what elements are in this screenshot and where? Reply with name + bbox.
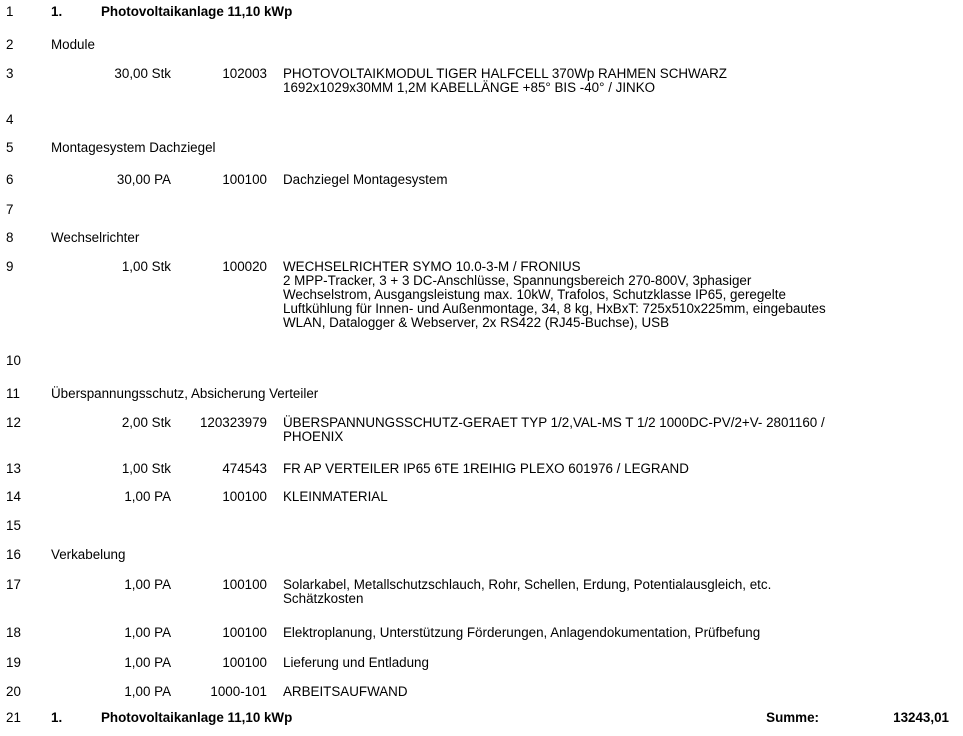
item-article-number: 102003 bbox=[222, 66, 267, 81]
sum-value: 13243,01 bbox=[893, 710, 949, 725]
item-description-line: Schätzkosten bbox=[283, 591, 364, 606]
row-number: 20 bbox=[6, 684, 21, 699]
item-article-number: 100020 bbox=[222, 259, 267, 274]
row-number: 16 bbox=[6, 547, 21, 562]
item-article-number: 100100 bbox=[222, 625, 267, 640]
section-title: Photovoltaikanlage 11,10 kWp bbox=[101, 4, 293, 19]
item-description-line: Lieferung und Entladung bbox=[283, 655, 429, 670]
item-description bbox=[283, 67, 727, 95]
item-quantity: 1,00 PA bbox=[124, 577, 171, 592]
item-description bbox=[283, 656, 429, 670]
item-quantity: 30,00 Stk bbox=[114, 66, 171, 81]
item-quantity: 1,00 PA bbox=[124, 684, 171, 699]
row-number: 2 bbox=[6, 37, 14, 52]
item-description bbox=[283, 578, 771, 606]
item-description bbox=[283, 173, 448, 187]
item-article-number: 1000-101 bbox=[210, 684, 267, 699]
item-description-line: 2 MPP-Tracker, 3 + 3 DC-Anschlüsse, Spannungsbereich 270-800V, 3phasiger bbox=[283, 273, 752, 288]
item-quantity: 1,00 PA bbox=[124, 489, 171, 504]
item-description bbox=[283, 685, 408, 699]
item-description-line: Luftkühlung für Innen- und Außenmontage, 34, 8 kg, HxBxT: 725x510x225mm, eingebautes bbox=[283, 301, 826, 316]
item-article-number: 100100 bbox=[222, 655, 267, 670]
item-description-line: ÜBERSPANNUNGSSCHUTZ-GERAET TYP 1/2,VAL-MS T 1/2 1000DC-PV/2+V- 2801160 / bbox=[283, 415, 825, 430]
item-article-number: 100100 bbox=[222, 172, 267, 187]
group-heading: Überspannungsschutz, Absicherung Verteiler bbox=[51, 386, 319, 401]
row-number: 5 bbox=[6, 140, 14, 155]
item-article-number: 474543 bbox=[222, 461, 267, 476]
group-heading: Montagesystem Dachziegel bbox=[51, 140, 216, 155]
group-heading: Wechselrichter bbox=[51, 230, 140, 245]
group-heading: Verkabelung bbox=[51, 547, 126, 562]
row-number: 7 bbox=[6, 202, 14, 217]
item-quantity: 1,00 Stk bbox=[121, 461, 171, 476]
item-quantity: 1,00 Stk bbox=[121, 259, 171, 274]
item-description bbox=[283, 416, 825, 444]
row-number: 19 bbox=[6, 655, 21, 670]
row-number: 10 bbox=[6, 353, 21, 368]
section-number: 1. bbox=[51, 710, 63, 725]
section-title: Photovoltaikanlage 11,10 kWp bbox=[101, 710, 293, 725]
item-description-line: WECHSELRICHTER SYMO 10.0-3-M / FRONIUS bbox=[283, 259, 581, 274]
item-description-line: 1692x1029x30MM 1,2M KABELLÄNGE +85° BIS -40° / JINKO bbox=[283, 80, 656, 95]
item-article-number: 100100 bbox=[222, 489, 267, 504]
row-number: 9 bbox=[6, 259, 14, 274]
section-number: 1. bbox=[51, 4, 63, 19]
item-quantity: 1,00 PA bbox=[124, 655, 171, 670]
item-quantity: 30,00 PA bbox=[116, 172, 171, 187]
item-description-line: Wechselstrom, Ausgangsleistung max. 10kW, Trafolos, Schutzklasse IP65, geregelte bbox=[283, 287, 786, 302]
row-number: 11 bbox=[6, 386, 20, 401]
item-description-line: ARBEITSAUFWAND bbox=[283, 684, 408, 699]
row-number: 8 bbox=[6, 230, 14, 245]
row-number: 4 bbox=[6, 112, 14, 127]
item-description bbox=[283, 490, 388, 504]
item-quantity: 1,00 PA bbox=[124, 625, 171, 640]
item-description-line: Dachziegel Montagesystem bbox=[283, 172, 448, 187]
sum-label: Summe: bbox=[766, 710, 819, 725]
item-description bbox=[283, 626, 760, 640]
item-description-line: Elektroplanung, Unterstützung Förderungen, Anlagendokumentation, Prüfbefung bbox=[283, 625, 761, 640]
row-number: 17 bbox=[6, 577, 21, 592]
item-description-line: PHOTOVOLTAIKMODUL TIGER HALFCELL 370Wp RAHMEN SCHWARZ bbox=[283, 66, 727, 81]
row-number: 3 bbox=[6, 66, 14, 81]
row-number: 21 bbox=[6, 710, 21, 725]
row-number: 6 bbox=[6, 172, 14, 187]
item-quantity: 2,00 Stk bbox=[121, 415, 171, 430]
row-number: 12 bbox=[6, 415, 21, 430]
row-number: 15 bbox=[6, 518, 21, 533]
item-description bbox=[283, 462, 689, 476]
group-heading: Module bbox=[51, 37, 95, 52]
item-article-number: 100100 bbox=[222, 577, 267, 592]
item-description bbox=[283, 260, 826, 330]
item-article-number: 120323979 bbox=[199, 415, 267, 430]
row-number: 13 bbox=[6, 461, 21, 476]
item-description-line: WLAN, Datalogger & Webserver, 2x RS422 (RJ45-Buchse), USB bbox=[283, 315, 670, 330]
item-description-line: KLEINMATERIAL bbox=[283, 489, 388, 504]
item-description-line: PHOENIX bbox=[283, 429, 344, 444]
item-description-line: Solarkabel, Metallschutzschlauch, Rohr, Schellen, Erdung, Potentialausgleich, etc. bbox=[283, 577, 772, 592]
row-number: 18 bbox=[6, 625, 21, 640]
row-number: 14 bbox=[6, 489, 21, 504]
row-number: 1 bbox=[6, 4, 14, 19]
item-description-line: FR AP VERTEILER IP65 6TE 1REIHIG PLEXO 601976 / LEGRAND bbox=[283, 461, 689, 476]
